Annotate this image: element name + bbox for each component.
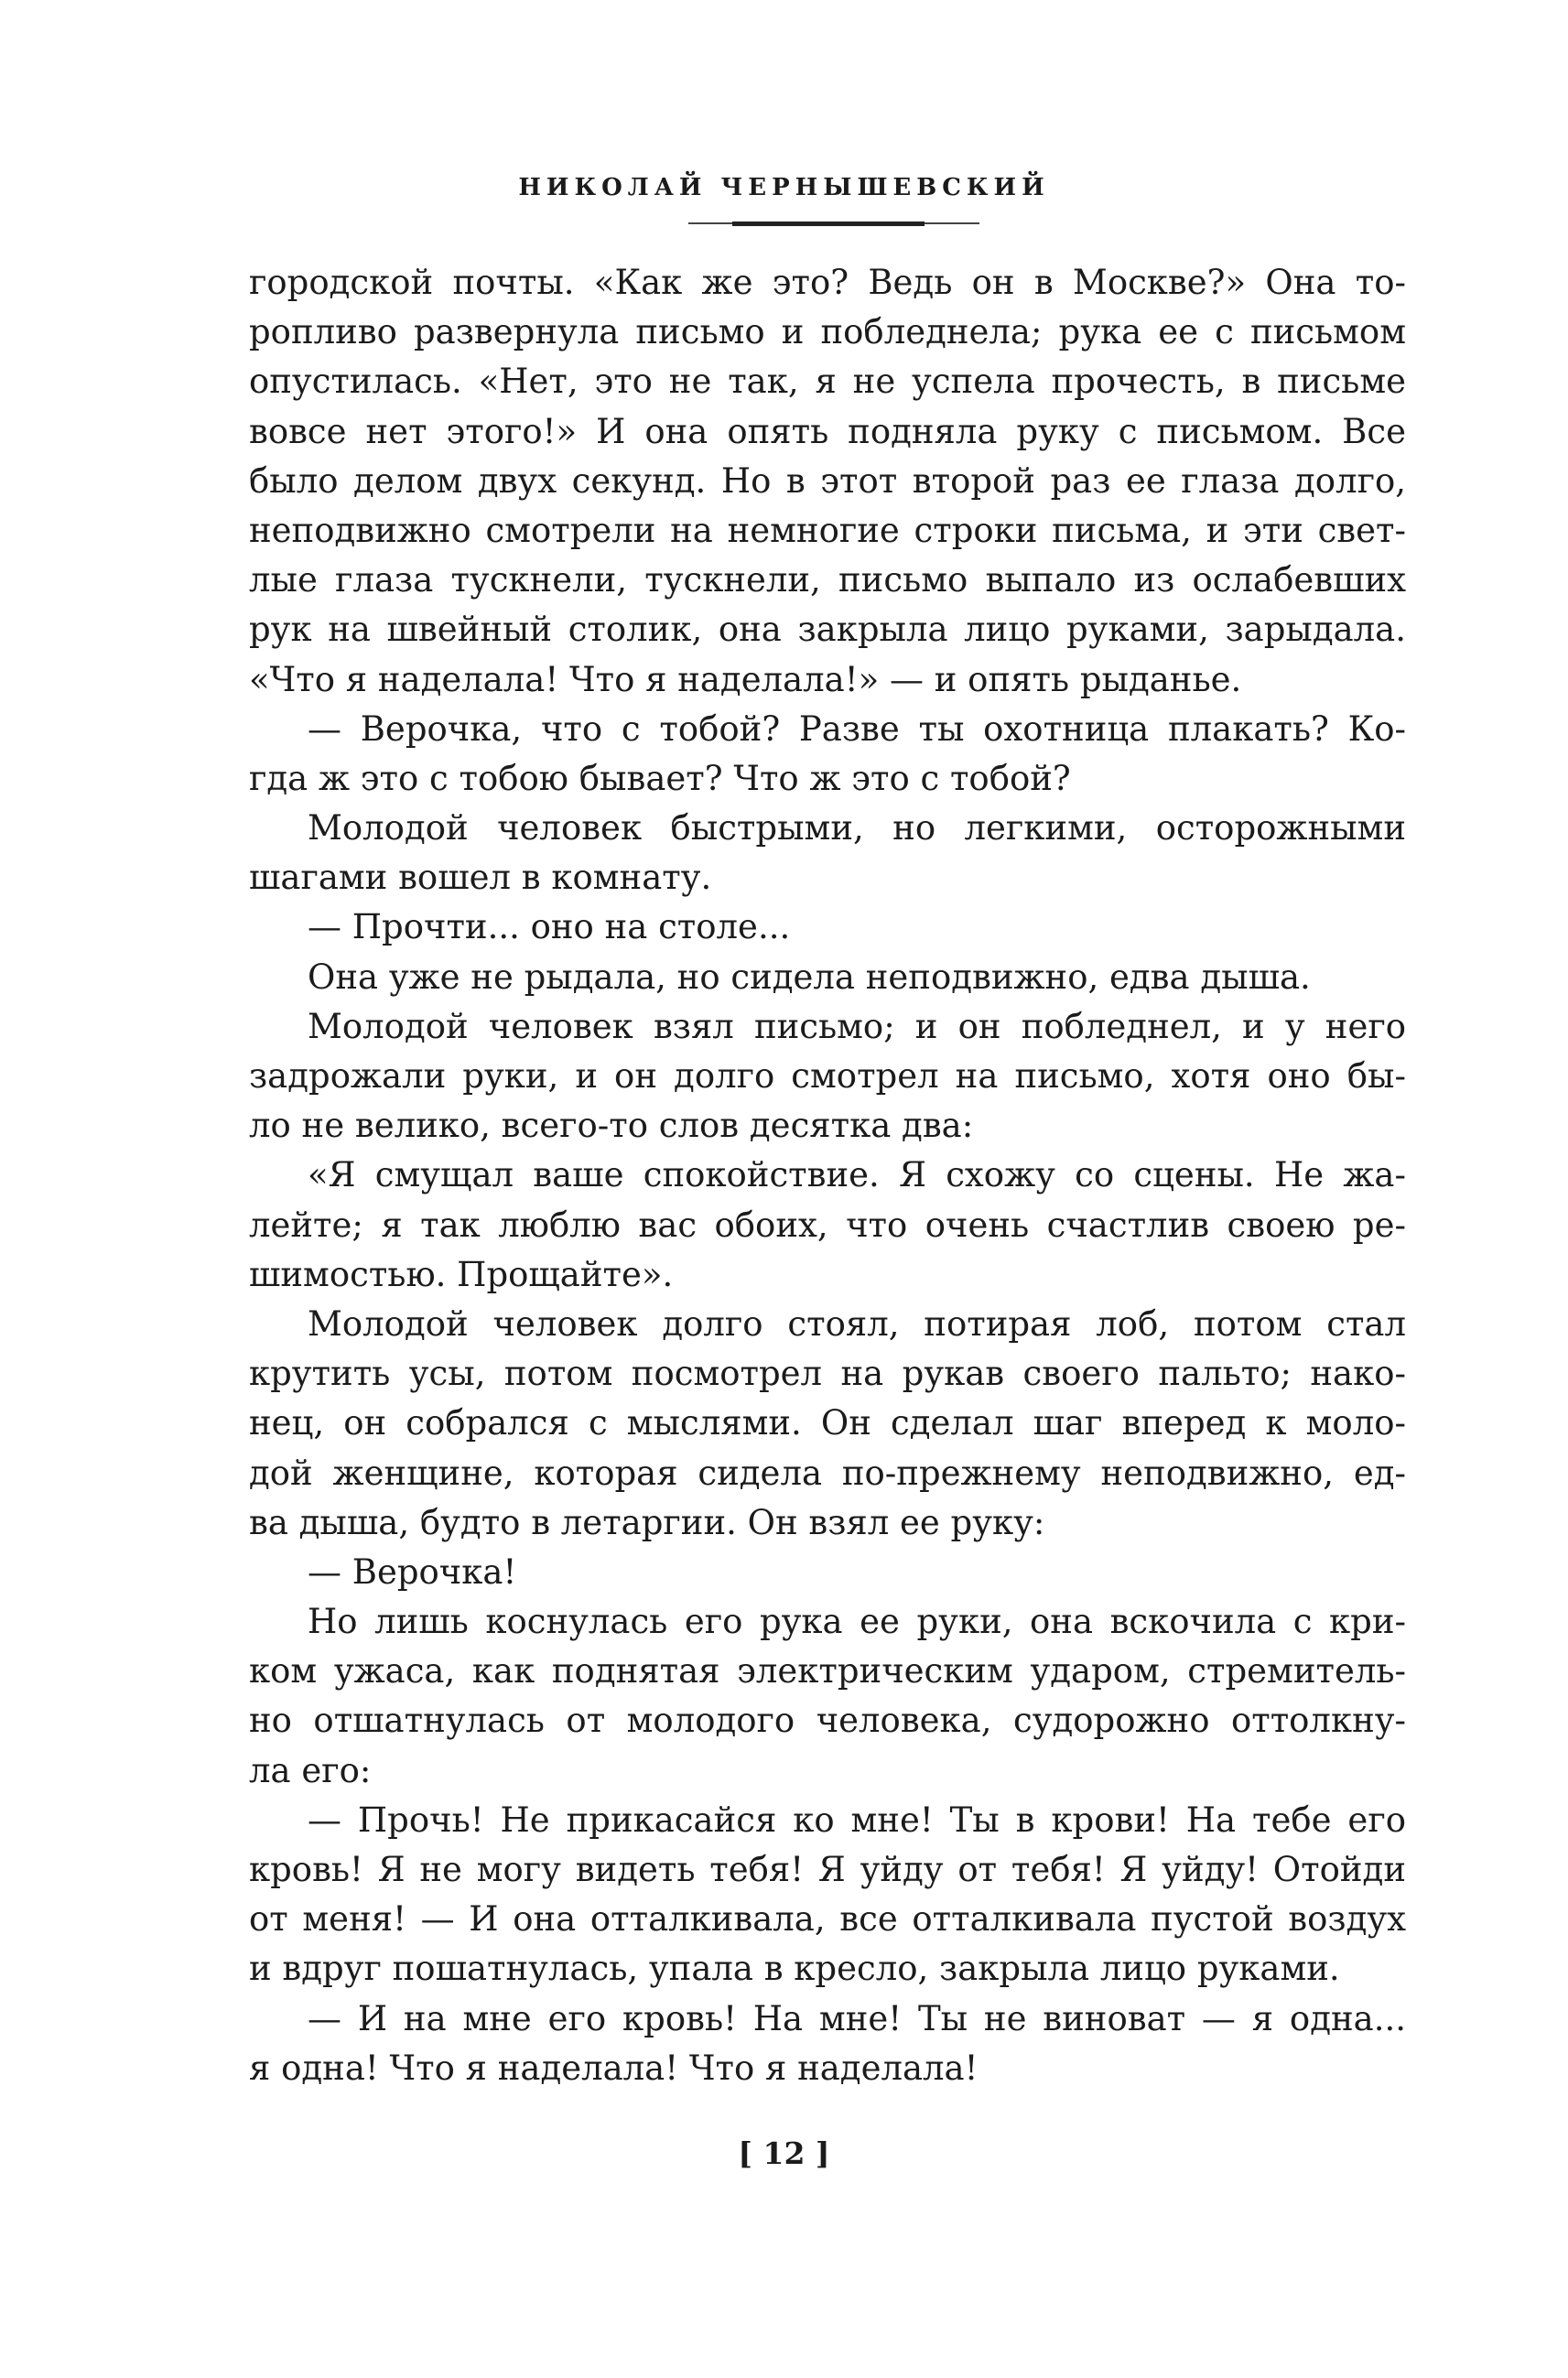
text-line: но отшатнулась от молодого человека, судорожно оттолкну- xyxy=(249,1701,1406,1741)
text-line: вовсе нет этого!» И она опять подняла руку с письмом. Все xyxy=(249,411,1406,451)
text-line: дой женщине, которая сидела по-прежнему неподвижно, ед- xyxy=(249,1453,1406,1493)
text-line: было делом двух секунд. Но в этот второй раз ее глаза долго, xyxy=(249,460,1406,501)
text-line: «Я смущал ваше спокойствие. Я схожу со сцены. Не жа- xyxy=(308,1155,1406,1195)
text-line: от меня! — И она отталкивала, все отталкивала пустой воздух xyxy=(249,1899,1406,1940)
text-line: гда ж это с тобою бывает? Что ж это с тобой? xyxy=(249,758,1071,798)
text-line: кровь! Я не могу видеть тебя! Я уйду от тебя! Я уйду! Отойди xyxy=(249,1850,1406,1889)
text-line: ва дыша, будто в летаргии. Он взял ее руку: xyxy=(249,1502,1045,1542)
text-line: рук на швейный столик, она закрыла лицо руками, зарыдала. xyxy=(249,610,1406,650)
text-line: нец, он собрался с мыслями. Он сделал шаг вперед к моло- xyxy=(249,1403,1406,1443)
text-line: Молодой человек быстрыми, но легкими, осторожными xyxy=(308,808,1406,849)
body-text xyxy=(249,258,1406,2093)
page-number: [ 12 ] xyxy=(738,2135,830,2171)
text-line: неподвижно смотрели на немногие строки письма, и эти свет- xyxy=(249,510,1406,550)
text-line: Молодой человек взял письмо; и он побледнел, и у него xyxy=(308,1006,1406,1046)
text-line: задрожали руки, и он долго смотрел на письмо, хотя оно бы- xyxy=(249,1056,1406,1096)
text-line: — И на мне его кровь! На мне! Ты не виноват — я одна... xyxy=(308,1998,1406,2038)
text-line: Но лишь коснулась его рука ее руки, она вскочила с кри- xyxy=(308,1602,1406,1642)
text-line: шагами вошел в комнату. xyxy=(249,858,712,898)
running-head: НИКОЛАЙ ЧЕРНЫШЕВСКИЙ xyxy=(518,174,1050,201)
text-line: лые глаза тускнели, тускнели, письмо выпало из ослабевших xyxy=(249,560,1406,600)
text-line: лейте; я так люблю вас обоих, что очень счастлив своею ре- xyxy=(249,1205,1406,1245)
text-line: Молодой человек долго стоял, потирая лоб, потом стал xyxy=(308,1303,1406,1344)
text-line: крутить усы, потом посмотрел на рукав своего пальто; нако- xyxy=(249,1354,1406,1394)
text-line: — Верочка! xyxy=(308,1551,517,1592)
text-line: «Что я наделала! Что я наделала!» — и опять рыданье. xyxy=(249,659,1242,699)
text-line: шимостью. Прощайте». xyxy=(249,1254,674,1294)
text-line: ла его: xyxy=(249,1750,372,1790)
text-line: ло не велико, всего-то слов десятка два: xyxy=(249,1106,974,1146)
text-line: Она уже не рыдала, но сидела неподвижно, едва дыша. xyxy=(308,957,1311,997)
text-line: ропливо развернула письмо и побледнела; рука ее с письмом xyxy=(249,312,1406,352)
text-line: городской почты. «Как же это? Ведь он в Москве?» Она то- xyxy=(249,263,1406,302)
text-line: ком ужаса, как поднятая электрическим ударом, стремитель- xyxy=(249,1651,1406,1692)
text-line: и вдруг пошатнулась, упала в кресло, закрыла лицо руками. xyxy=(249,1949,1340,1989)
running-head-rule-accent xyxy=(732,222,925,226)
text-line: я одна! Что я наделала! Что я наделала! xyxy=(249,2048,979,2088)
text-line: — Верочка, что с тобой? Разве ты охотница плакать? Ко- xyxy=(308,708,1406,749)
text-line: опустилась. «Нет, это не так, я не успела прочесть, в письме xyxy=(249,362,1406,402)
text-line: — Прочти... оно на столе... xyxy=(308,907,791,947)
text-line: — Прочь! Не прикасайся ко мне! Ты в крови! На тебе его xyxy=(308,1800,1406,1840)
